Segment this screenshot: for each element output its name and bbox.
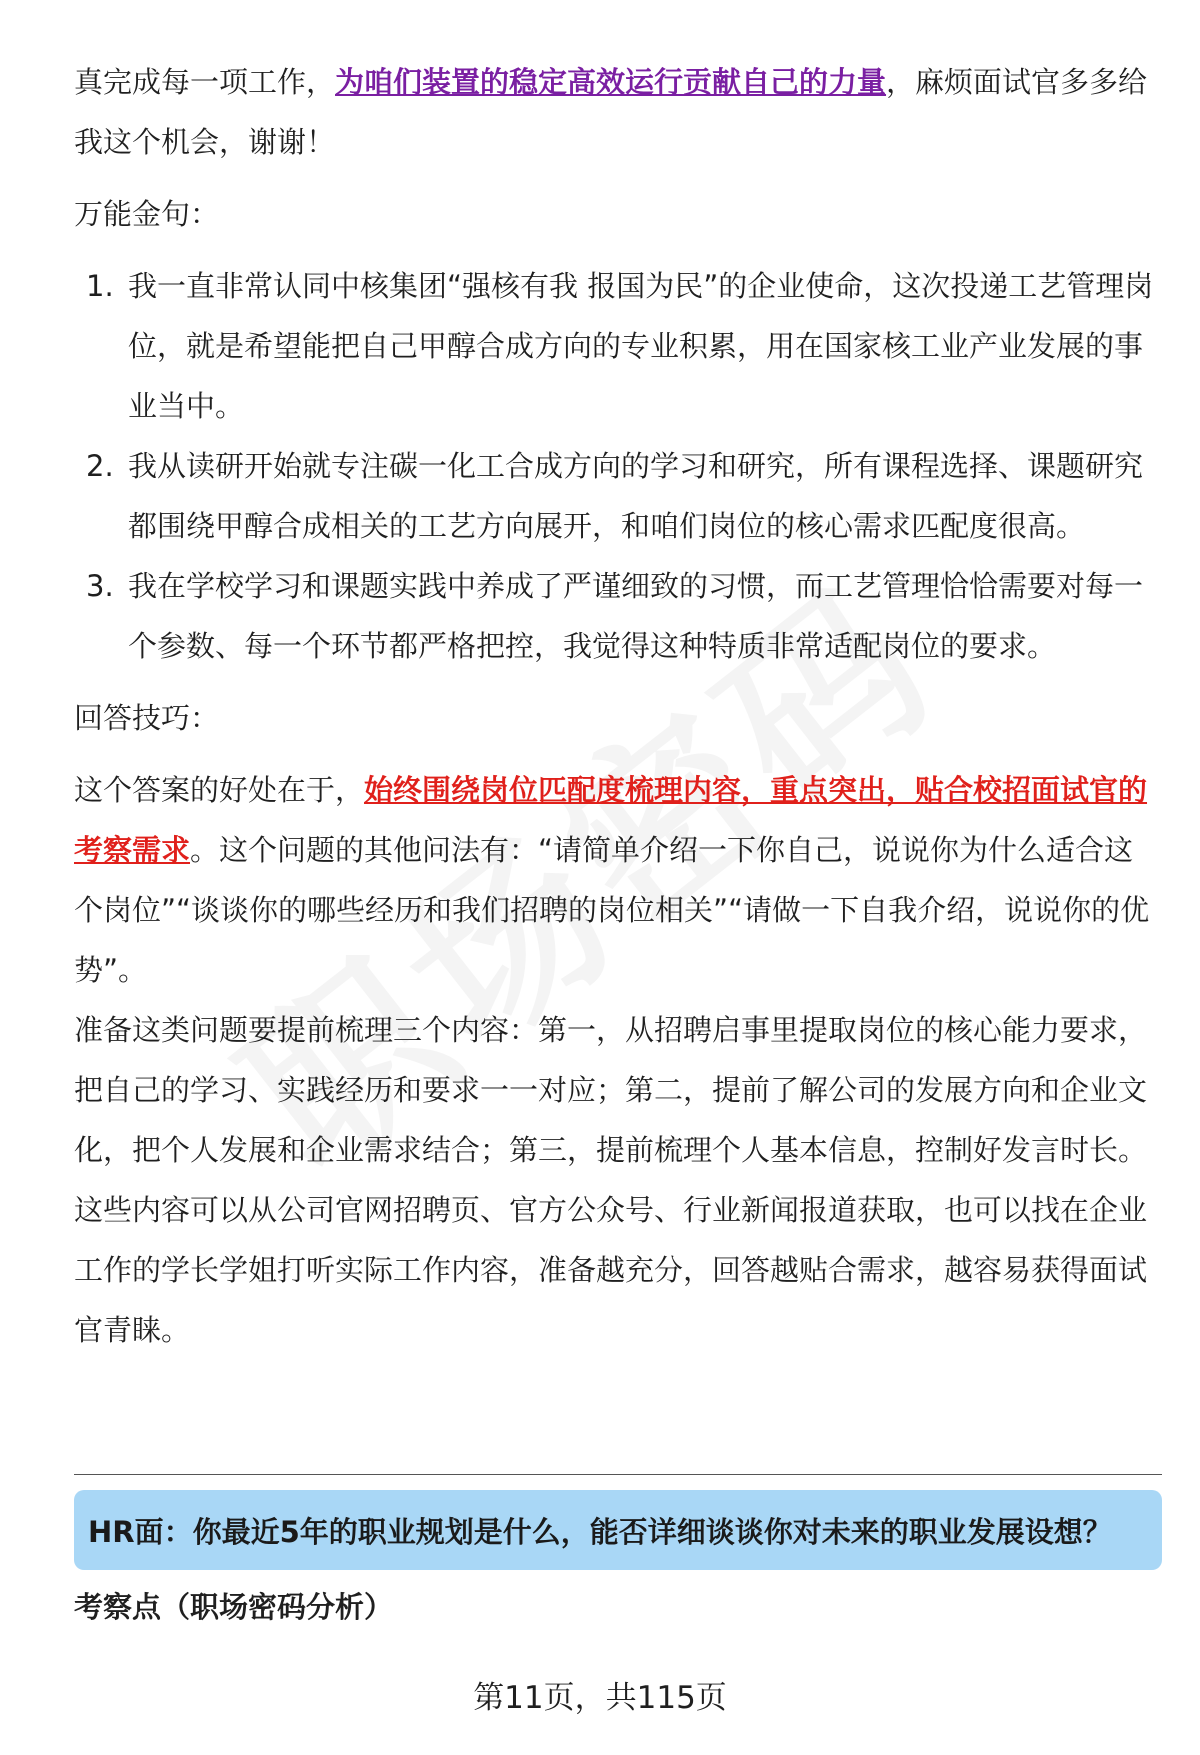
- list-number: 1.: [86, 269, 114, 303]
- page-number: 第11页，共115页: [473, 1680, 727, 1716]
- tips-emphasis: 始终围绕岗位匹配度梳理内容，重点突出，贴合校招面试官的考察需求: [74, 773, 1148, 867]
- closing-emphasis: 为咱们装置的稳定高效运行贡献自己的力量: [335, 65, 887, 99]
- closing-text-start: 真完成每一项工作，: [74, 65, 336, 99]
- question-text: HR面：你最近5年的职业规划是什么，能否详细谈谈你对未来的职业发展设想？: [88, 1514, 1112, 1549]
- list-item: [74, 556, 1154, 676]
- body-content: [74, 52, 1154, 1360]
- list-text: 我从读研开始就专注碳一化工合成方向的学习和研究，所有课程选择、课题研究都围绕甲醇合成相关的工艺方向展开，和咱们岗位的核心需求匹配度很高。: [128, 449, 1144, 543]
- list-text: 我在学校学习和课题实践中养成了严谨细致的习惯，而工艺管理恰恰需要对每一个参数、每一个环节都严格把控，我觉得这种特质非常适配岗位的要求。: [128, 569, 1144, 663]
- tips-paragraph: [74, 760, 1154, 1000]
- closing-text-end: ，麻烦面试官多多给我这个机会，谢谢！: [74, 65, 1148, 159]
- closing-paragraph: [74, 52, 1154, 172]
- answer-tips-label: 回答技巧：: [74, 701, 220, 735]
- list-text: 我一直非常认同中核集团“强核有我 报国为民”的企业使命，这次投递工艺管理岗位，就是希望能把自己甲醇合成方向的专业积累，用在国家核工业产业发展的事业当中。: [128, 269, 1154, 423]
- question-banner: [74, 1490, 1162, 1570]
- tips-text-start: 这个答案的好处在于，: [74, 773, 365, 807]
- section-divider: [74, 1474, 1162, 1475]
- list-item: [74, 256, 1154, 436]
- tips-text-end: 。这个问题的其他问法有：“请简单介绍一下你自己，说说你为什么适合这个岗位”“谈谈你的哪些经历和我们招聘的岗位相关”“请做一下自我介绍，说说你的优势”。: [74, 833, 1150, 987]
- list-item: [74, 436, 1154, 556]
- golden-sentences-list: [74, 256, 1154, 676]
- section-subheading: 考察点（职场密码分析）: [74, 1590, 394, 1624]
- list-number: 2.: [86, 449, 114, 483]
- list-number: 3.: [86, 569, 114, 603]
- golden-sentences-label: 万能金句：: [74, 197, 220, 231]
- preparation-paragraph: 准备这类问题要提前梳理三个内容：第一，从招聘启事里提取岗位的核心能力要求，把自己的学习、实践经历和要求一一对应；第二，提前了解公司的发展方向和企业文化，把个人发展和企业需求结合；第三，提前梳理个人基本信息，控制好发言时长。这些内容可以从公司官网招聘页、官方公众号、行业新闻报道获取，也可以找在企业工作的学长学姐打听实际工作内容，准备越充分，回答越贴合需求，越容易获得面试官青睐。: [74, 1013, 1148, 1347]
